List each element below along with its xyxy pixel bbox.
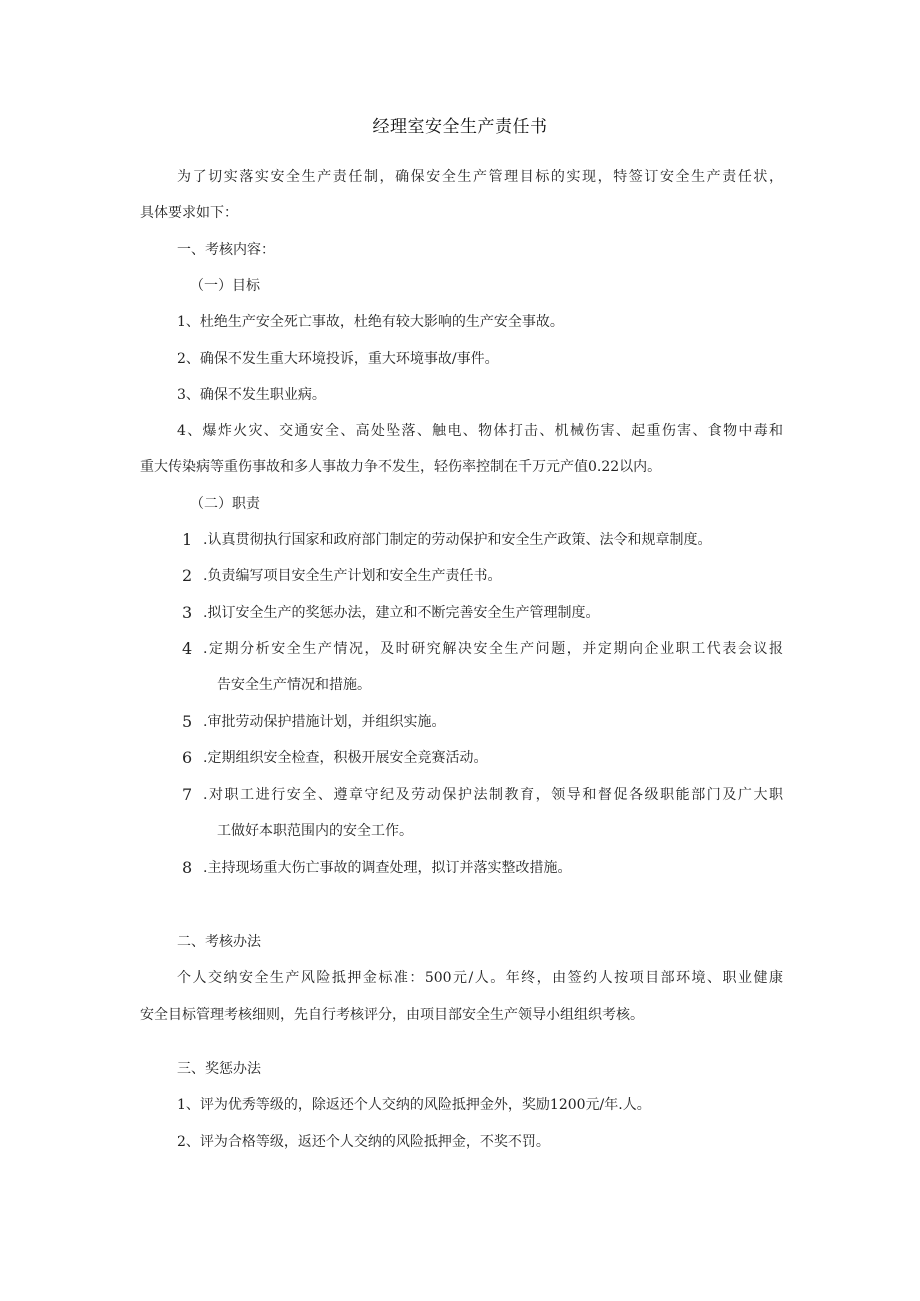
reward-item-1: 1、评为优秀等级的，除返还个人交纳的风险抵押金外，奖励1200元/年.人。 [177, 1097, 651, 1113]
goal-item-3: 3、确保不发生职业病。 [177, 387, 326, 403]
goal-item-4: 4、爆炸火灾、交通安全、高处坠落、触电、物体打击、机械伤害、起重伤害、食物中毒和 [177, 423, 783, 439]
intro-line-1: 为了切实落实安全生产责任制，确保安全生产管理目标的实现，特签订安全生产责任状， [177, 169, 783, 185]
goal-item-1: 1、杜绝生产安全死亡事故，杜绝有较大影响的生产安全事故。 [177, 314, 564, 330]
goals-heading: （一）目标 [190, 278, 260, 294]
reward-item-2: 2、评为合格等级，返还个人交纳的风险抵押金，不奖不罚。 [177, 1134, 550, 1150]
section-2-heading: 二、考核办法 [177, 934, 261, 950]
duty-text-8: .主持现场重大伤亡事故的调查处理，拟订并落实整改措施。 [203, 860, 572, 876]
duties-heading: （二）职责 [190, 496, 260, 512]
section-2-line-2: 安全目标管理考核细则，先自行考核评分，由项目部安全生产领导小组组织考核。 [140, 1007, 644, 1023]
duty-text-2: .负责编写项目安全生产计划和安全生产责任书。 [203, 568, 502, 584]
duty-number-5: 5 [182, 712, 193, 731]
duty-text-6: .定期组织安全检查，积极开展安全竞赛活动。 [203, 750, 488, 766]
duty-text-7: .对职工进行安全、遵章守纪及劳动保护法制教育，领导和督促各级职能部门及广大职 [203, 787, 783, 803]
duty-number-7: 7 [182, 785, 193, 804]
duty-text-3: .拟订安全生产的奖惩办法，建立和不断完善安全生产管理制度。 [203, 605, 600, 621]
duty-number-4: 4 [182, 639, 193, 658]
section-3-heading: 三、奖惩办法 [177, 1061, 261, 1077]
intro-line-2: 具体要求如下： [140, 205, 238, 221]
duty-number-3: 3 [182, 603, 193, 622]
goal-item-2: 2、确保不发生重大环境投诉，重大环境事故/事件。 [177, 351, 499, 367]
duty-text-7-continued: 工做好本职范围内的安全工作。 [217, 823, 413, 839]
duty-text-4-continued: 告安全生产情况和措施。 [217, 677, 371, 693]
duty-number-1: 1 [182, 530, 193, 549]
document-title: 经理室安全生产责任书 [372, 117, 548, 137]
section-1-heading: 一、考核内容： [177, 242, 275, 258]
duty-number-2: 2 [182, 566, 193, 585]
duty-text-5: .审批劳动保护措施计划，并组织实施。 [203, 714, 446, 730]
duty-number-8: 8 [182, 858, 193, 877]
section-2-line-1: 个人交纳安全生产风险抵押金标准：500元/人。年终，由签约人按项目部环境、职业健康 [177, 970, 783, 986]
duty-text-1: .认真贯彻执行国家和政府部门制定的劳动保护和安全生产政策、法令和规章制度。 [203, 532, 712, 548]
goal-item-4-continued: 重大传染病等重伤事故和多人事故力争不发生，轻伤率控制在千万元产值0.22以内。 [140, 459, 662, 475]
duty-number-6: 6 [182, 748, 193, 767]
duty-text-4: .定期分析安全生产情况，及时研究解决安全生产问题，并定期向企业职工代表会议报 [203, 641, 783, 657]
